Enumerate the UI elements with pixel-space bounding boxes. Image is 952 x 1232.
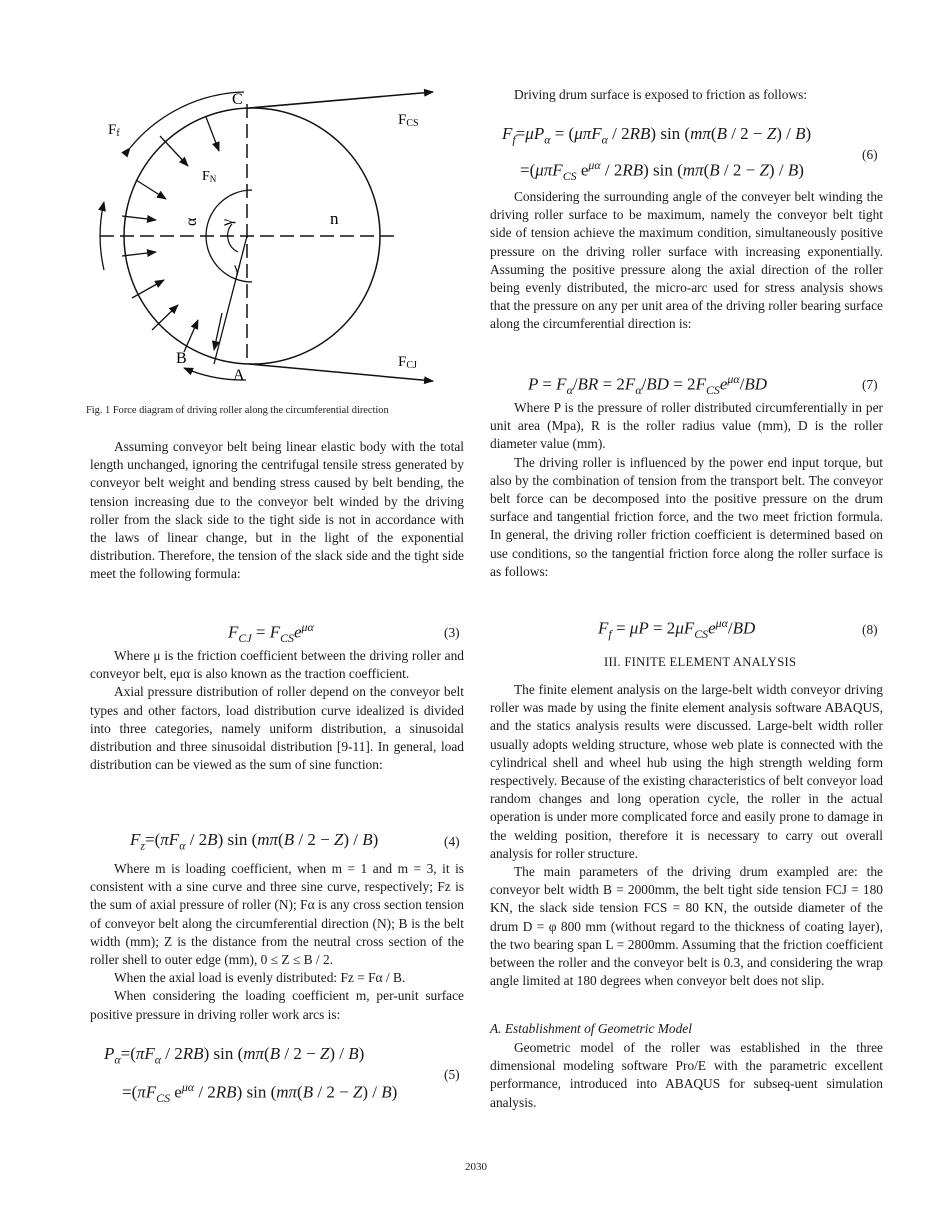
page-number: 2030 <box>465 1161 487 1173</box>
normal-force-arrow <box>122 216 156 220</box>
equation-4-number: (4) <box>444 834 460 849</box>
equation-6-line-2: =(μπF$_{CS}$ $e^{\mu\alpha} / 2RB$) sin (mπ(B / 2 − Z) / B) <box>520 158 804 184</box>
figure-caption: Fig. 1 Force diagram of driving roller along the circumferential direction <box>86 405 389 416</box>
label-C: C <box>232 91 243 108</box>
right-para-5 <box>490 681 883 990</box>
equation-4: $F_z=(\pi F_\alpha / 2B)$ sin (mπ(B / 2 − Z) / B) <box>130 830 379 853</box>
left-para-4 <box>90 860 464 1024</box>
normal-force-arrow <box>136 180 166 199</box>
right-para-3 <box>490 399 883 581</box>
subsection-heading: A. Establishment of Geometric Model <box>490 1021 692 1036</box>
tight-side-belt <box>249 92 433 108</box>
right-para-2 <box>490 188 883 334</box>
equation-8: $F_f = \mu P = 2\mu F_{CS}e^{\mu\alpha}/BD$ <box>598 616 756 642</box>
label-A: A <box>233 367 245 384</box>
paragraph: The driving roller is influenced by the power end input torque, but also by the combination of tension from the transport belt. The conveyor belt force can be decomposed into the positive pressure on the drum surface and tangential friction force, and the two meet friction formula. In general, the driving roller friction coefficient is determined based on use conditions, so the tangential friction force along the roller surface is as follows: <box>490 454 883 579</box>
normal-force-arrow <box>184 320 198 352</box>
right-para-1 <box>490 86 883 104</box>
normal-force-arrow <box>122 252 156 256</box>
label-Fcj: FCJ <box>398 354 417 371</box>
paragraph: When considering the loading coefficient m, per-unit surface positive pressure in driving roller work arcs is: <box>90 988 464 1022</box>
section-heading: III. FINITE ELEMENT ANALYSIS <box>604 655 797 669</box>
paragraph: The finite element analysis on the large-belt width conveyor driving roller was made by using the finite element analysis software ABAQUS, and the statics analysis results were discussed. Large-belt width roller usually adopts welding structure, whose web plate is connected with the cylindrical shell and wheel hub using the high strength welding form respectively. Because of the existing characteristics of belt conveyor load random changes and long operation cycle, the roller in the actual operation is under more complicated force and easily prone to damage in the welding position, therefore it is necessary to carry out overall analysis for roller structure. <box>490 682 883 861</box>
normal-force-arrow <box>152 305 178 330</box>
paragraph: Driving drum surface is exposed to friction as follows: <box>514 87 808 102</box>
radial-line-gamma <box>214 236 247 364</box>
label-B: B <box>176 350 187 367</box>
left-para-1 <box>90 438 464 584</box>
equation-6-number: (6) <box>862 147 878 162</box>
normal-force-arrow <box>206 117 219 151</box>
equation-3-number: (3) <box>444 625 460 640</box>
paragraph: Where P is the pressure of roller distributed circumferentially in per unit area (Mpa), R is the roller radius value (mm), D is the roller diameter value (mm). <box>490 400 883 452</box>
normal-force-arrow <box>160 136 188 166</box>
paragraph: Axial pressure distribution of roller depend on the conveyor belt types and other factors, load distribution curve idealized is divided into three categories, namely uniform distribution, a sinusoidal distribution and three sinusoidal distribution [9-11]. In general, load distribution can be viewed as the sum of sine function: <box>90 684 464 773</box>
equation-8-number: (8) <box>862 622 878 637</box>
label-Fcs: FCS <box>398 112 419 129</box>
gamma-arc <box>228 224 238 252</box>
label-alpha: α <box>183 217 200 226</box>
left-para-2 <box>90 647 464 774</box>
equation-3: $F_{CJ} = F_{CS}e^{\mu\alpha}$ <box>228 620 314 646</box>
equation-7-number: (7) <box>862 377 878 392</box>
paragraph: Where m is loading coefficient, when m = 1 and m = 3, it is consistent with a sine curve and three sine curve, respectively; Fz is the sum of axial pressure of roller (N); Fα is any cross section tension of conveyor belt along the circumferential direction (N); B is the belt width (mm); Z is the distance from the neutral cross section of the roller shell to outer edge (mm), 0 ≤ Z ≤ B / 2. <box>90 861 464 968</box>
equation-5-number: (5) <box>444 1067 460 1082</box>
label-FN: FN <box>202 169 217 184</box>
equation-5-line-2: $=(\pi F_{CS}$ $e^{\mu\alpha} / 2RB$) sin (mπ(B / 2 − Z) / B) <box>122 1080 398 1106</box>
equation-7: $P = F_\alpha/BR = 2F_\alpha/BD = 2F_{CS}e^{\mu\alpha}/BD$ <box>528 372 768 398</box>
paragraph: Assuming conveyor belt being linear elastic body with the total length unchanged, ignoring the centrifugal tensile stress generated by conveyor belt weight and bending stress caused by belt bending, the tension increasing due to the conveyor belt winded by the driving roller from the slack side to the tight side is not in accordance with the laws of linear change, but in the light of the exponential distribution. Therefore, the tension of the slack side and the tight side meet the following formula: <box>90 439 464 582</box>
equation-6-line-1: $F_f=\mu P_\alpha = (\mu\pi F_\alpha / 2RB)$ sin (mπ(B / 2 − Z) / B) <box>502 124 812 147</box>
label-gamma2: γ <box>234 261 241 276</box>
paragraph: Geometric model of the roller was established in the three dimensional modeling software Pro/E with the parametric excellent performance, introduced into ABAQUS for subseq-uent simulation analysis. <box>490 1040 883 1110</box>
paragraph: Considering the surrounding angle of the conveyer belt winding the driving roller surface to be maximum, namely the conveyor belt tight side of tension achieve the maximum condition, simultaneously positive pressure on the driving roller surface with increasing exponentially. Assuming the positive pressure along the axial direction of the roller being evenly distributed, the micro-arc used for stress analysis shows that the pressure on any per unit area of the driving roller bearing surface along the circumferential direction is: <box>490 189 883 332</box>
normal-force-arrow <box>214 313 222 350</box>
normal-force-arrow <box>132 280 164 298</box>
equation-5-line-1: $P_\alpha=(\pi F_\alpha / 2RB)$ sin (mπ(B / 2 − Z) / B) <box>104 1044 365 1067</box>
paragraph: The main parameters of the driving drum exampled are: the conveyor belt width B = 2000mm, the belt tight side tension FCJ = 180 KN, the slack side tension FCS = 80 KN, the outside diameter of the drum D = φ 800 mm (without regard to the thickness of coating layer), the two bearing span L = 2800mm. Assuming that the friction coefficient between the roller and the conveyor belt is 0.3, and considering the wrap angle limited at 180 degrees when conveyor belt does not slip. <box>490 864 883 989</box>
right-para-7 <box>490 1039 883 1112</box>
label-Ff: Ff <box>108 122 120 139</box>
rotation-arc-top <box>130 92 244 148</box>
label-gamma: γ <box>219 218 236 226</box>
label-n: n <box>330 209 339 228</box>
paragraph: Where μ is the friction coefficient between the driving roller and conveyor belt, eμα is also known as the traction coefficient. <box>90 648 464 682</box>
paragraph: When the axial load is evenly distributed: Fz = Fα / B. <box>114 970 406 986</box>
